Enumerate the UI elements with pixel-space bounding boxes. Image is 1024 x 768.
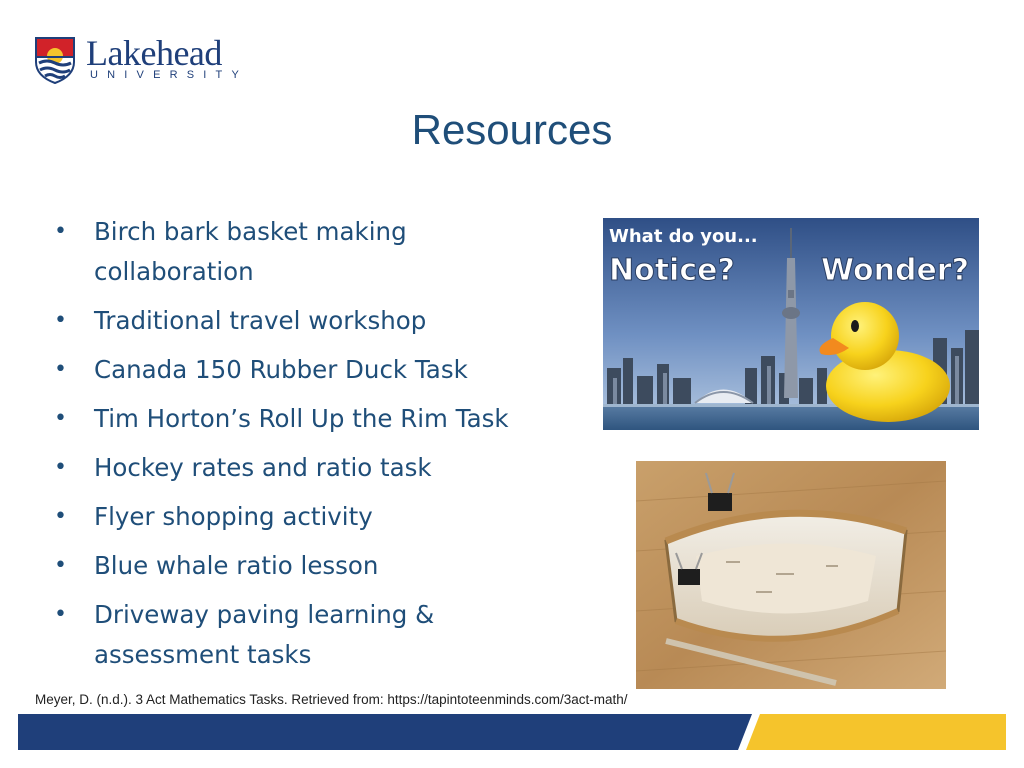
list-item-text: Flyer shopping activity — [94, 502, 373, 531]
duck-caption-wonder: Wonder? — [821, 253, 970, 288]
birch-bark-basket-image — [636, 461, 946, 689]
list-item — [52, 497, 572, 537]
bullet-icon: • — [54, 553, 67, 578]
lakehead-shield-icon — [34, 36, 76, 84]
list-item-text: Blue whale ratio lesson — [94, 551, 379, 580]
bullet-icon: • — [54, 219, 67, 244]
duck-caption-notice: Notice? — [609, 253, 735, 288]
list-item — [52, 546, 572, 586]
logo-subtext: UNIVERSITY — [90, 69, 249, 81]
resource-list — [52, 212, 572, 684]
bullet-icon: • — [54, 357, 67, 382]
list-item-text: Hockey rates and ratio task — [94, 453, 432, 482]
rubber-duck-image — [603, 218, 979, 430]
footer-bar — [0, 712, 1024, 752]
list-item — [52, 448, 572, 488]
bullet-icon: • — [54, 406, 67, 431]
list-item — [52, 301, 572, 341]
list-item-text: Driveway paving learning & assessment tasks — [94, 600, 435, 669]
duck-caption-top: What do you... — [609, 226, 758, 247]
list-item-text: Traditional travel workshop — [94, 306, 427, 335]
logo-wordmark: Lakehead — [86, 33, 222, 73]
bullet-icon: • — [54, 602, 67, 627]
list-item — [52, 399, 572, 439]
list-item — [52, 350, 572, 390]
list-item — [52, 212, 572, 292]
lakehead-logo — [34, 33, 249, 86]
bullet-icon: • — [54, 504, 67, 529]
list-item-text: Birch bark basket making collaboration — [94, 217, 407, 286]
list-item-text: Canada 150 Rubber Duck Task — [94, 355, 468, 384]
list-item-text: Tim Horton’s Roll Up the Rim Task — [94, 404, 509, 433]
bullet-icon: • — [54, 455, 67, 480]
bullet-icon: • — [54, 308, 67, 333]
slide-title: Resources — [411, 106, 613, 153]
list-item — [52, 595, 572, 675]
citation-text: Meyer, D. (n.d.). 3 Act Mathematics Tasks. Retrieved from: https://tapintoteenminds.com/3act-math/ — [35, 692, 628, 707]
